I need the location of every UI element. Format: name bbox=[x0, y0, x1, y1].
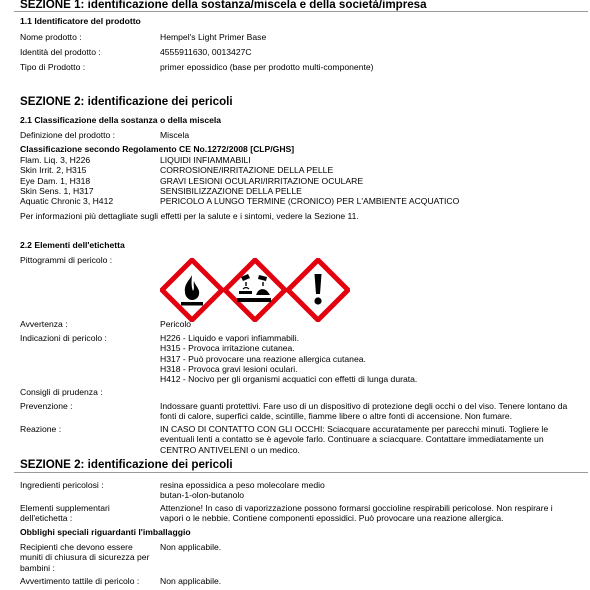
ingredient: resina epossidica a peso molecolare medio bbox=[160, 480, 325, 490]
prevention-label: Prevenzione : bbox=[20, 401, 73, 411]
classification-desc: CORROSIONE/IRRITAZIONE DELLA PELLE bbox=[160, 165, 334, 176]
pictograms-label: Pittogrammi di pericolo : bbox=[20, 255, 113, 265]
product-type-label: Tipo di Prodotto : bbox=[20, 62, 86, 72]
child-closure-label: Recipienti che devono essere muniti di chiusura di sicurezza per bambini : bbox=[20, 542, 150, 573]
classification-code: Flam. Liq. 3, H226 bbox=[20, 155, 91, 165]
classification-desc: PERICOLO A LUNGO TERMINE (CRONICO) PER L'AMBIENTE ACQUATICO bbox=[160, 196, 460, 207]
divider bbox=[14, 472, 588, 473]
subsection-2-1-title: 2.1 Classificazione della sostanza o della miscela bbox=[20, 115, 222, 125]
signal-word-value: Pericolo bbox=[160, 319, 192, 329]
ingredient: butan-1-olon-butanolo bbox=[160, 490, 245, 501]
product-definition-label: Definizione del prodotto : bbox=[20, 130, 116, 140]
divider bbox=[14, 11, 588, 12]
classification-title: Classificazione secondo Regolamento CE No.1272/2008 [CLP/GHS] bbox=[20, 144, 295, 154]
child-closure-value: Non applicabile. bbox=[160, 542, 222, 552]
packaging-title: Obblighi speciali riguardanti l'imballaggio bbox=[20, 527, 191, 537]
health-info-note: Per informazioni più dettagliate sugli effetti per la salute e i sintomi, vedere la Sezione 11. bbox=[20, 211, 359, 221]
classification-desc: GRAVI LESIONI OCULARI/IRRITAZIONE OCULARE bbox=[160, 175, 364, 186]
product-name-label: Nome prodotto : bbox=[20, 32, 82, 42]
tactile-warning-value: Non applicabile. bbox=[160, 576, 222, 586]
classification-code: Eye Dam. 1, H318 bbox=[20, 175, 91, 186]
classification-code: Skin Irrit. 2, H315 bbox=[20, 165, 87, 176]
hazard-statement: H318 - Provoca gravi lesioni oculari. bbox=[160, 363, 298, 374]
product-id-value: 4555911630, 0013427C bbox=[160, 47, 252, 57]
corrosion-pictogram-icon bbox=[223, 258, 287, 322]
hazard-statement: H315 - Provoca irritazione cutanea. bbox=[160, 343, 295, 354]
subsection-2-2-title: 2.2 Elementi dell'etichetta bbox=[20, 240, 125, 250]
prevention-text: Indossare guanti protettivi. Fare uso di un dispositivo di protezione degli occhi o del viso. Tenere lontano da fonti di calore, superfici calde, scintille, fiamme libere o altre fonti di accensione. Non fumare. bbox=[160, 401, 568, 422]
supplemental-elements-label: Elementi supplementari dell'etichetta : bbox=[20, 503, 110, 524]
reaction-text: IN CASO DI CONTATTO CON GLI OCCHI: Sciacquare accuratamente per parecchi minuti. Togliere le eventuali lenti a contatto se è agevole farlo. Continuare a sciacquare. Contattare immediatamente un CENTRO ANTIVELENI o un medico. bbox=[160, 424, 549, 455]
hazard-statement: H226 - Liquido e vapori infiammabili. bbox=[160, 333, 300, 343]
tactile-warning-label: Avvertimento tattile di pericolo : bbox=[20, 576, 140, 586]
classification-descriptions bbox=[160, 155, 459, 206]
precautionary-label: Consigli di prudenza : bbox=[20, 387, 103, 397]
section-1-title: SEZIONE 1: identificazione della sostanza/miscela e della società/impresa bbox=[20, 0, 427, 11]
flame-pictogram-icon bbox=[160, 258, 224, 322]
product-definition-value: Miscela bbox=[160, 130, 190, 140]
classification-code: Aquatic Chronic 3, H412 bbox=[20, 196, 114, 207]
exclamation-pictogram-icon bbox=[286, 258, 350, 322]
product-name-value: Hempel's Light Primer Base bbox=[160, 32, 267, 42]
product-id-label: Identità del prodotto : bbox=[20, 47, 101, 57]
reaction-label: Reazione : bbox=[20, 424, 62, 434]
supplemental-elements-text: Attenzione! In caso di vaporizzazione possono formarsi goccioline respirabili pericolose. Non respirare i vapori o le nebbie. Contiene componenti epossidici. Può provocare una reazione allergica. bbox=[160, 503, 553, 524]
hazardous-ingredients-label: Ingredienti pericolosi : bbox=[20, 480, 104, 490]
hazard-statement: H317 - Può provocare una reazione allergica cutanea. bbox=[160, 353, 366, 364]
product-type-value: primer epossidico (base per prodotto multi-componente) bbox=[160, 62, 374, 72]
section-2-title: SEZIONE 2: identificazione dei pericoli bbox=[20, 95, 233, 108]
classification-desc: LIQUIDI INFIAMMABILI bbox=[160, 155, 251, 165]
classification-code: Skin Sens. 1, H317 bbox=[20, 185, 94, 196]
signal-word-label: Avvertenza : bbox=[20, 319, 68, 329]
classification-codes bbox=[20, 155, 113, 206]
hazard-statement: H412 - Nocivo per gli organismi acquatici con effetti di lunga durata. bbox=[160, 374, 418, 385]
hazard-statements bbox=[160, 333, 417, 384]
hazardous-ingredients bbox=[160, 480, 325, 501]
hazard-statements-label: Indicazioni di pericolo : bbox=[20, 333, 107, 343]
subsection-1-1-title: 1.1 Identificatore del prodotto bbox=[20, 16, 141, 26]
section-2-continued-title: SEZIONE 2: identificazione dei pericoli bbox=[20, 458, 233, 471]
classification-desc: SENSIBILIZZAZIONE DELLA PELLE bbox=[160, 185, 302, 196]
